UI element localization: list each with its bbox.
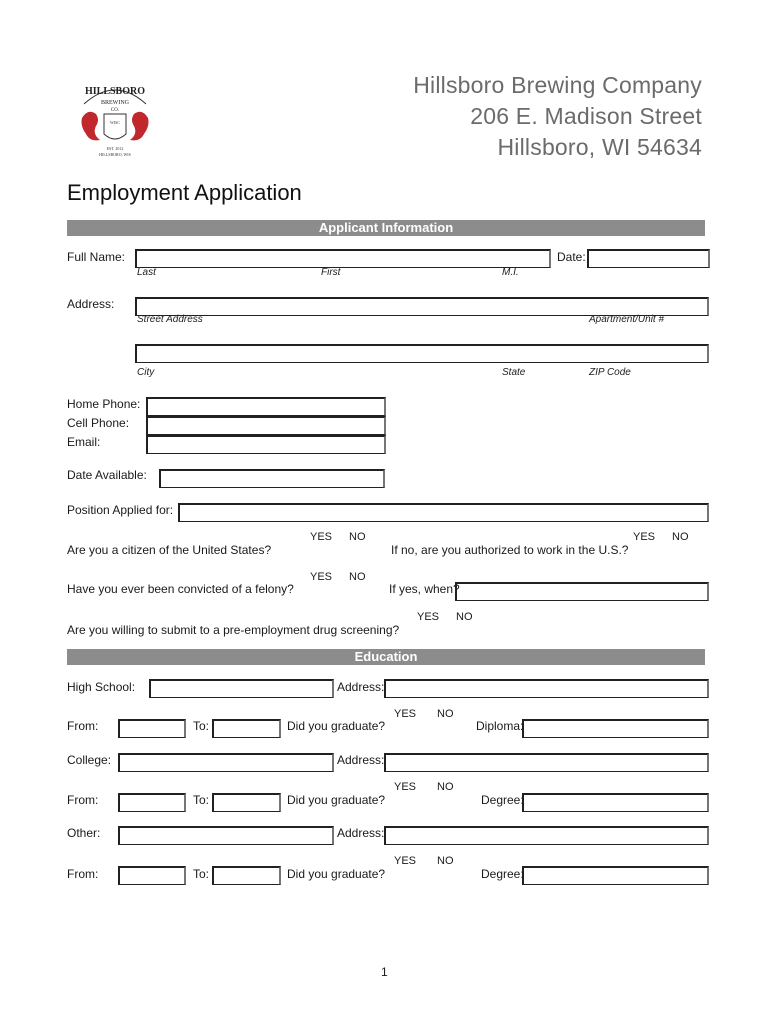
felony-yes[interactable]: YES (310, 571, 333, 583)
authorized-question: If no, are you authorized to work in the U.S.? (391, 543, 629, 557)
hs-from-label: From: (67, 719, 99, 733)
other-graduate-question: Did you graduate? (287, 867, 386, 881)
authorized-no[interactable]: NO (672, 531, 689, 543)
citizen-no[interactable]: NO (349, 531, 366, 543)
college-degree-label: Degree: (481, 793, 524, 807)
company-address-block (413, 70, 702, 163)
hs-to-label: To: (193, 719, 210, 733)
high-school-address-label: Address: (337, 680, 385, 694)
hs-graduate-yes[interactable]: YES (394, 708, 417, 720)
high-school-address-input[interactable] (384, 679, 709, 698)
svg-text:CO.: CO. (110, 108, 120, 113)
date-label: Date: (557, 250, 586, 264)
company-logo (74, 74, 156, 160)
email-label: Email: (67, 435, 101, 449)
felony-question: Have you ever been convicted of a felony? (67, 582, 294, 596)
other-from-input[interactable] (118, 866, 186, 885)
date-available-label: Date Available: (67, 468, 147, 482)
street-address-caption: Street Address (137, 314, 203, 325)
college-input[interactable] (118, 753, 334, 772)
high-school-input[interactable] (149, 679, 334, 698)
diploma-input[interactable] (522, 719, 709, 738)
position-label: Position Applied for: (67, 503, 174, 517)
other-input[interactable] (118, 826, 334, 845)
svg-text:HILLSBORO: HILLSBORO (84, 86, 146, 97)
hs-to-input[interactable] (212, 719, 281, 738)
date-available-input[interactable] (159, 469, 385, 488)
college-from-label: From: (67, 793, 99, 807)
high-school-label: High School: (67, 680, 136, 694)
college-to-input[interactable] (212, 793, 281, 812)
drug-question: Are you willing to submit to a pre-employment drug screening? (67, 623, 400, 637)
drug-yes[interactable]: YES (417, 611, 440, 623)
other-degree-input[interactable] (522, 866, 709, 885)
apartment-caption: Apartment/Unit # (589, 314, 665, 325)
home-phone-input[interactable] (146, 397, 386, 416)
company-name: Hillsboro Brewing Company (413, 72, 702, 98)
section-header-education: Education (67, 649, 705, 665)
cell-phone-label: Cell Phone: (67, 416, 130, 430)
other-graduate-no[interactable]: NO (437, 855, 454, 867)
college-degree-input[interactable] (522, 793, 709, 812)
other-to-label: To: (193, 867, 210, 881)
svg-text:WISC: WISC (110, 120, 120, 125)
college-address-input[interactable] (384, 753, 709, 772)
other-from-label: From: (67, 867, 99, 881)
date-input[interactable] (587, 249, 710, 268)
other-graduate-yes[interactable]: YES (394, 855, 417, 867)
page-number: 1 (381, 965, 388, 979)
diploma-label: Diploma: (476, 719, 524, 733)
section-header-applicant: Applicant Information (67, 220, 705, 236)
email-input[interactable] (146, 435, 386, 454)
authorized-yes[interactable]: YES (633, 531, 656, 543)
college-address-label: Address: (337, 753, 385, 767)
citizen-yes[interactable]: YES (310, 531, 333, 543)
svg-text:HILLSBORO, WIS: HILLSBORO, WIS (99, 152, 131, 157)
hs-from-input[interactable] (118, 719, 186, 738)
last-name-caption: Last (137, 267, 156, 278)
company-street: 206 E. Madison Street (470, 103, 702, 129)
college-graduate-question: Did you graduate? (287, 793, 386, 807)
other-address-label: Address: (337, 826, 385, 840)
college-graduate-no[interactable]: NO (437, 781, 454, 793)
logo-crest-icon (74, 74, 156, 160)
page-title: Employment Application (67, 180, 302, 205)
other-address-input[interactable] (384, 826, 709, 845)
first-name-caption: First (321, 267, 341, 278)
svg-text:EST. 2012: EST. 2012 (106, 146, 124, 151)
felony-when-input[interactable] (455, 582, 709, 601)
drug-no[interactable]: NO (456, 611, 473, 623)
college-from-input[interactable] (118, 793, 186, 812)
other-to-input[interactable] (212, 866, 281, 885)
zip-caption: ZIP Code (589, 367, 631, 378)
home-phone-label: Home Phone: (67, 397, 141, 411)
citizen-question: Are you a citizen of the United States? (67, 543, 272, 557)
hs-graduate-no[interactable]: NO (437, 708, 454, 720)
full-name-label: Full Name: (67, 250, 126, 264)
hs-graduate-question: Did you graduate? (287, 719, 386, 733)
college-to-label: To: (193, 793, 210, 807)
company-city: Hillsboro, WI 54634 (497, 134, 702, 160)
other-label: Other: (67, 826, 101, 840)
other-degree-label: Degree: (481, 867, 524, 881)
college-label: College: (67, 753, 112, 767)
city-state-zip-input[interactable] (135, 344, 709, 363)
position-input[interactable] (178, 503, 709, 522)
college-graduate-yes[interactable]: YES (394, 781, 417, 793)
felony-when-label: If yes, when? (389, 582, 460, 596)
full-name-input[interactable] (135, 249, 551, 268)
felony-no[interactable]: NO (349, 571, 366, 583)
svg-text:BREWING: BREWING (101, 100, 129, 106)
cell-phone-input[interactable] (146, 416, 386, 435)
city-caption: City (137, 367, 155, 378)
state-caption: State (502, 367, 526, 378)
middle-initial-caption: M.I. (502, 267, 519, 278)
address-label: Address: (67, 297, 115, 311)
